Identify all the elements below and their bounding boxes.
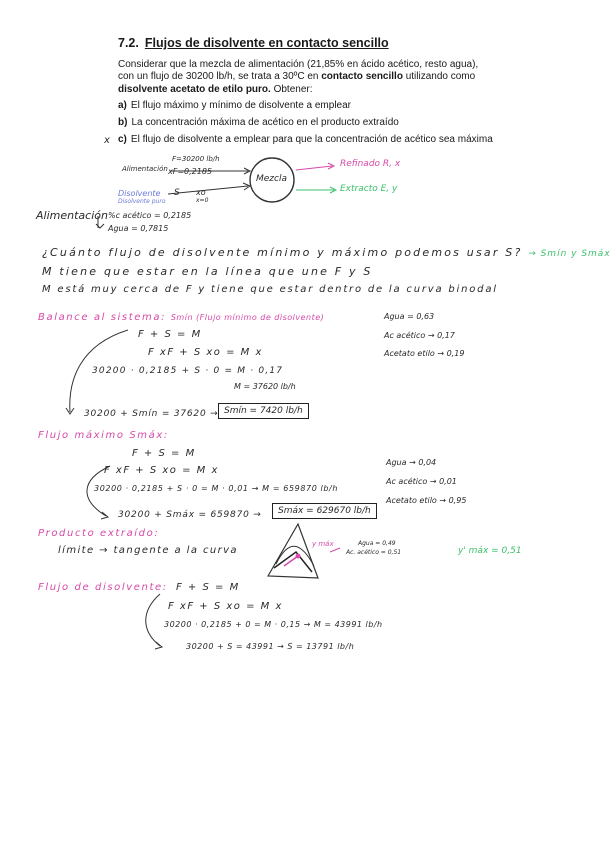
product-water: Agua = 0,49 <box>358 540 396 547</box>
product-heading: Producto extraído: <box>38 528 160 539</box>
min-comp-water: Agua = 0,63 <box>384 312 435 321</box>
intro-bold-solvent: disolvente acetato de etilo puro. <box>118 83 271 95</box>
intro-text: Considerar que la mezcla de alimentación (21,85% en ácido acético, resto agua), con un flujo de 30200 lb/h, se trata a 30ºC en <box>118 59 479 83</box>
note-question <box>42 246 611 259</box>
balance-min-eq3: 30200 · 0,2185 + S · 0 = M · 0,17 <box>92 366 284 376</box>
feed-flow-value: F=30200 lb/h <box>172 155 220 163</box>
solvent-composition-value: x=0 <box>196 197 209 204</box>
note-line-3: M está muy cerca de F y tiene que estar dentro de la curva binodal <box>42 284 498 295</box>
feed-acetic: %c acético = 0,2185 <box>108 211 192 220</box>
stray-mark: x <box>104 135 110 146</box>
solvent-stream-label: Disolvente <box>118 189 161 198</box>
feed-composition-value: xF=0,2185 <box>168 167 213 176</box>
feed-heading: Alimentación <box>36 209 108 222</box>
intro-text-2: utilizando como <box>402 71 476 83</box>
balance-max-eq1: F + S = M <box>132 448 196 459</box>
solvent-flow-eq4: 30200 + S = 43991 → S = 13791 lb/h <box>186 642 355 651</box>
question-b-text: La concentración máxima de acético en el producto extraído <box>131 117 399 128</box>
smin-result-box: Smín = 7420 lb/h <box>218 403 309 419</box>
balance-max-eq3: 30200 · 0,2185 + S · 0 = M · 0,01 → M = 659870 lb/h <box>94 484 339 493</box>
feed-stream-label: Alimentación <box>122 165 168 173</box>
problem-title-text: Flujos de disolvente en contacto sencillo <box>144 36 389 50</box>
min-comp-ethyl: Acetato etilo → 0,19 <box>384 349 465 358</box>
balance-min-eq1: F + S = M <box>138 329 202 340</box>
intro-text-3: Obtener: <box>270 83 313 95</box>
note-line-2: M tiene que estar en la línea que une F y S <box>42 265 373 278</box>
question-c-text: El flujo de disolvente a emplear para que la concentración de acético sea máxima <box>130 134 493 145</box>
balance-min-eq5: 30200 + Smín = 37620 → <box>84 409 219 419</box>
solvent-composition-symbol: xo <box>196 188 206 197</box>
product-acetic: Ac. acético = 0,51 <box>346 549 402 556</box>
solvent-pure-label: Disolvente puro <box>118 198 166 205</box>
solvent-flow-eq1: F + S = M <box>176 582 240 593</box>
product-ymax-result: y' máx = 0,51 <box>458 546 522 556</box>
max-comp-ethyl: Acetato etilo → 0,95 <box>386 496 467 505</box>
intro-bold-contact: contacto sencillo <box>321 71 403 83</box>
product-limit-line: límite → tangente a la curva <box>58 545 238 556</box>
product-ymax-label: y máx <box>312 540 334 548</box>
balance-max-eq4: 30200 + Smáx = 659870 → <box>118 510 262 520</box>
solvent-flow-eq3: 30200 · 0,2185 + 0 = M · 0,15 → M = 43991 lb/h <box>164 620 383 629</box>
solvent-flow-heading: Flujo de disolvente: <box>38 582 168 593</box>
min-comp-acetic: Ac acético → 0,17 <box>384 331 455 340</box>
problem-number: 7.2. <box>118 36 139 50</box>
solvent-flow-eq2: F xF + S xo = M x <box>168 601 283 612</box>
balance-min-heading-text: Balance al sistema: <box>38 312 167 323</box>
question-a-label: a) <box>118 100 127 111</box>
max-comp-acetic: Ac acético → 0,01 <box>386 477 457 486</box>
balance-min-heading <box>38 312 324 323</box>
question-b-label: b) <box>118 117 128 128</box>
solvent-flow-symbol: S <box>174 188 180 198</box>
balance-max-eq2: F xF + S xo = M x <box>104 465 219 476</box>
max-comp-water: Agua → 0,04 <box>386 458 437 467</box>
note-question-green: → Smín y Smáx <box>528 249 611 259</box>
note-question-text: ¿Cuánto flujo de disolvente mínimo y máximo podemos usar S? <box>42 246 523 259</box>
balance-max-heading: Flujo máximo Smáx: <box>38 430 169 441</box>
balance-min-eq2: F xF + S xo = M x <box>148 347 263 358</box>
extract-label: Extracto E, y <box>340 184 398 194</box>
question-a-text: El flujo máximo y mínimo de disolvente a emplear <box>130 100 351 111</box>
balance-min-heading-rest: Smín (Flujo mínimo de disolvente) <box>170 313 325 322</box>
question-c-label: c) <box>118 134 127 145</box>
smax-result-box: Smáx = 629670 lb/h <box>272 503 377 519</box>
mixer-label: Mezcla <box>256 174 287 184</box>
balance-min-eq4: M = 37620 lb/h <box>234 382 296 391</box>
raffinate-label: Refinado R, x <box>340 159 401 169</box>
feed-water: Agua = 0,7815 <box>108 224 169 233</box>
